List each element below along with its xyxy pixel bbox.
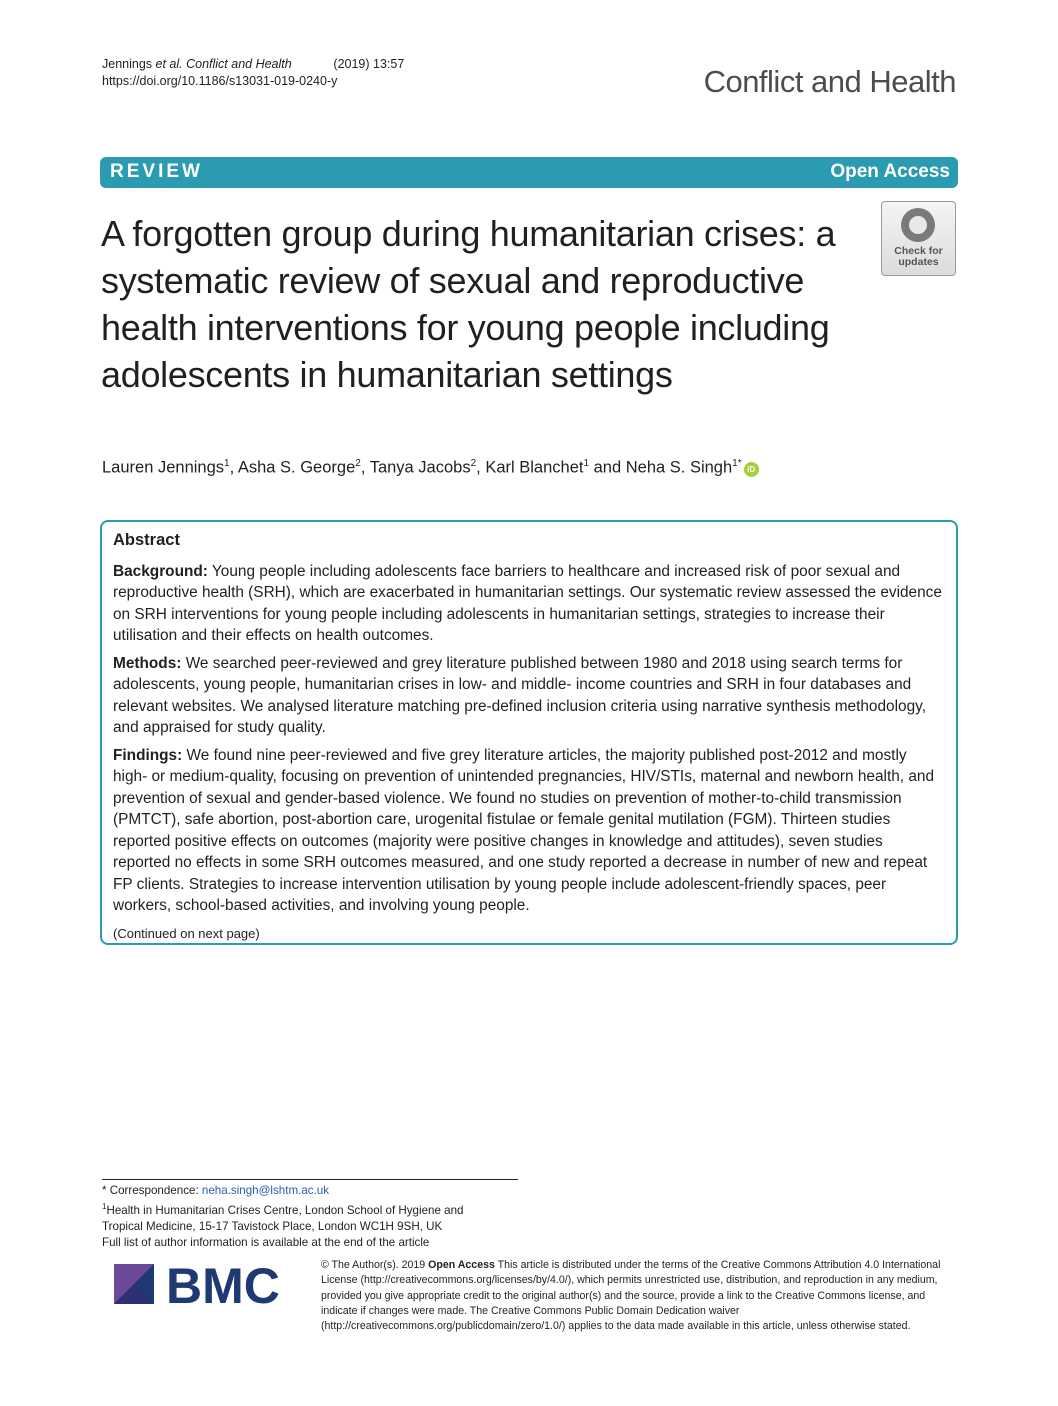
background-label: Background: — [113, 562, 208, 580]
correspondence-label: * Correspondence: — [102, 1184, 202, 1197]
citation-header — [102, 56, 404, 90]
author-name: Karl Blanchet — [485, 458, 584, 477]
citation-journal: et al. Conflict and Health — [155, 57, 292, 71]
author-separator: and — [589, 458, 626, 477]
author-name: Asha S. George — [237, 458, 356, 477]
affiliation-sup: 1 — [102, 1202, 107, 1211]
abstract-background — [113, 561, 943, 647]
author-separator: , — [476, 458, 486, 477]
author-affil: 1 — [583, 458, 590, 469]
full-author-info: Full list of author information is available at the end of the article — [102, 1235, 430, 1249]
author-affil: 2 — [355, 458, 361, 469]
methods-text: We searched peer-reviewed and grey literature published between 1980 and 2018 using search terms for adolescents, young people, humanitarian crises in low- and middle- income countries and SRH in four databases and relevant websites. We analysed literature matching pre-defined inclusion criteria using narrative synthesis methodology, and appraised for study quality. — [113, 654, 926, 736]
doi-link[interactable]: https://doi.org/10.1186/s13031-019-0240-y — [102, 74, 338, 88]
author-list — [102, 458, 759, 478]
author-name: Lauren Jennings — [102, 458, 225, 477]
license-text — [321, 1258, 941, 1334]
article-title: A forgotten group during humanitarian crises: a systematic review of sexual and reproductive health interventions for young people including adolescents in humanitarian settings — [101, 213, 836, 395]
open-access-label: Open Access — [830, 161, 950, 182]
license-open-access: Open Access — [428, 1259, 495, 1271]
affiliation-text: Health in Humanitarian Crises Centre, London School of Hygiene and Tropical Medicine, 15-17 Tavistock Place, London WC1H 9SH, UK — [102, 1203, 464, 1233]
orcid-icon[interactable]: iD — [744, 462, 759, 477]
author-affil: 1 — [224, 458, 230, 469]
continued-note: (Continued on next page) — [113, 925, 260, 941]
citation-year: (2019) 13:57 — [333, 57, 405, 71]
article-type-label: REVIEW — [110, 161, 203, 182]
journal-name: Conflict and Health — [703, 64, 956, 99]
findings-label: Findings: — [113, 746, 183, 764]
abstract-methods — [113, 653, 943, 739]
check-for-updates-button[interactable] — [881, 201, 956, 276]
bmc-logo-icon — [114, 1258, 300, 1308]
abstract-box — [100, 520, 958, 945]
license-body: This article is distributed under the terms of the Creative Commons Attribution 4.0 International License (http://creativecommons.org/licenses/by/4.0/), which permits unrestricted use, distribution, and reproduction in any medium, provided you give appropriate credit to the original author(s) and the source, provide a link to the Creative Commons license, and indicate if changes were made. The Creative Commons Public Domain Dedication waiver (http://creativecommons.org/publicdomain/zero/1.0/) applies to the data made available in this article, unless otherwise stated. — [321, 1259, 941, 1333]
bmc-logo-text: BMC — [166, 1258, 280, 1308]
footnote-divider — [102, 1179, 518, 1180]
check-updates-icon — [901, 208, 935, 242]
author-name: Neha S. Singh — [625, 458, 733, 477]
citation-authors: Jennings — [102, 57, 156, 71]
author-separator: , — [360, 458, 370, 477]
correspondence-email[interactable]: neha.singh@lshtm.ac.uk — [201, 1184, 330, 1197]
check-updates-label: Check for updates — [894, 245, 943, 268]
background-text: Young people including adolescents face barriers to healthcare and increased risk of poor sexual and reproductive health (SRH), which are exacerbated in humanitarian settings. Our systematic review assessed the evidence on SRH interventions for young people including adolescents in humanitarian settings, strategies to increase their utilisation and their effects on health outcomes. — [113, 562, 942, 644]
abstract-heading: Abstract — [113, 531, 180, 549]
author-affil: 1* — [732, 458, 742, 469]
methods-label: Methods: — [113, 654, 182, 672]
findings-text: We found nine peer-reviewed and five grey literature articles, the majority published post-2012 and mostly high- or medium-quality, focusing on prevention of unintended pregnancies, HIV/STIs, maternal and newborn health, and prevention of sexual and gender-based violence. We found no studies on prevention of mother-to-child transmission (PMTCT), safe abortion, post-abortion care, urogenital fistulae or female genital mutilation (FGM). Thirteen studies reported positive effects on outcomes (majority were positive changes in knowledge and attitudes), seven studies reported no effects in some SRH outcomes measured, and one study reported a decrease in number of new and repeat FP clients. Strategies to increase intervention utilisation by young people include adolescent-friendly spaces, peer workers, school-based activities, and involving young people. — [113, 746, 935, 914]
author-separator: , — [229, 458, 238, 477]
footnotes — [102, 1183, 502, 1251]
license-prefix: © The Author(s). 2019 — [321, 1259, 429, 1271]
article-type-band — [100, 157, 958, 188]
author-affil: 2 — [470, 458, 477, 469]
abstract-findings — [113, 745, 943, 917]
author-name: Tanya Jacobs — [369, 458, 471, 477]
bmc-logo — [114, 1258, 300, 1308]
